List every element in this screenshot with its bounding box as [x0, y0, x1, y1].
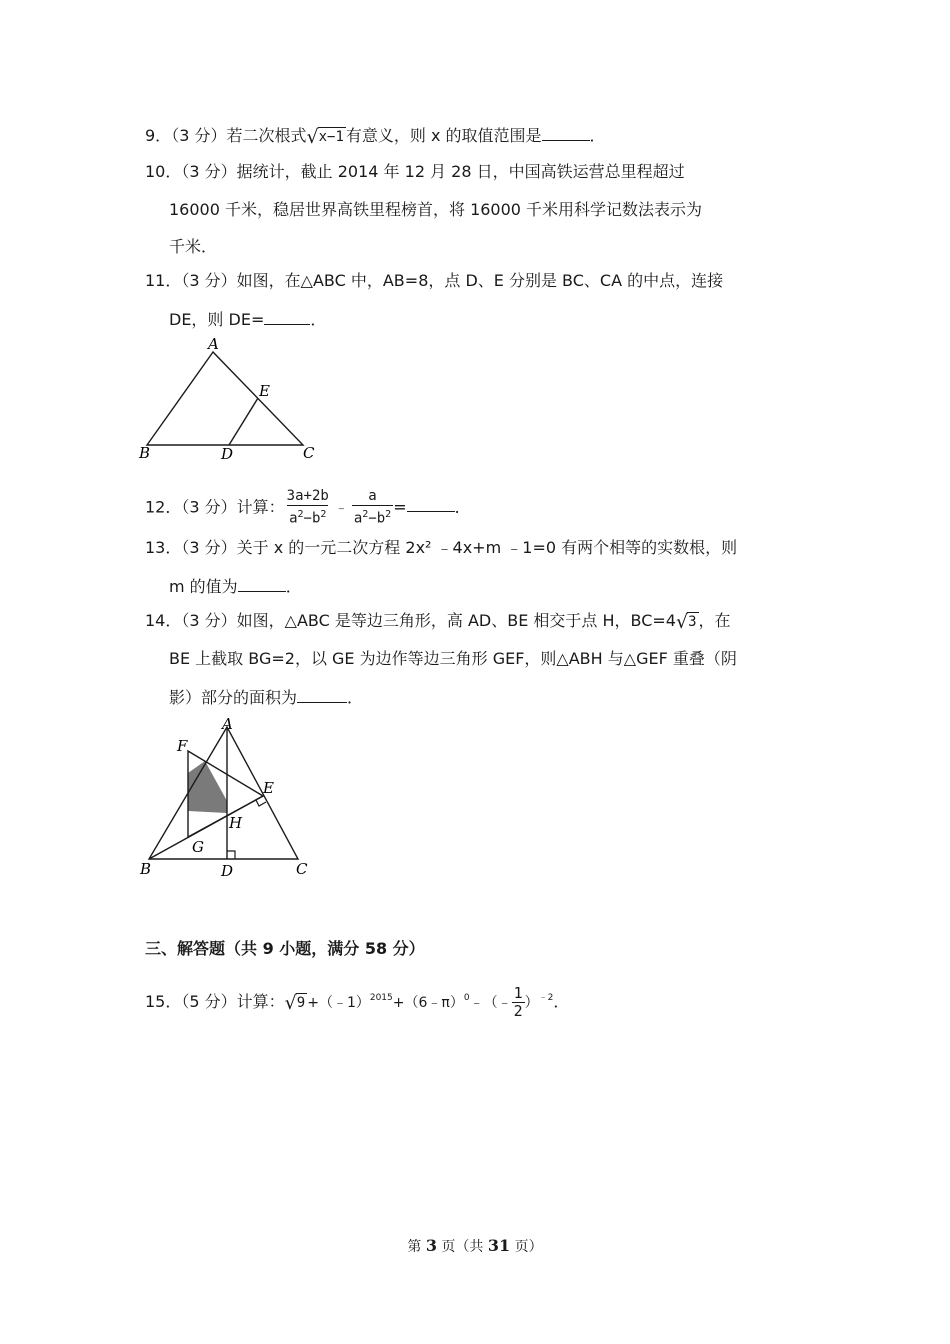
question-number: 9．	[145, 126, 172, 145]
question-number: 13．	[145, 538, 182, 557]
answer-blank	[407, 495, 455, 512]
section-heading: 三、解答题（共 9 小题，满分 58 分）	[145, 939, 425, 958]
question-score: （3 分）	[181, 271, 237, 290]
label-a: A	[222, 715, 233, 733]
answer-blank	[264, 308, 310, 325]
segment-de	[229, 398, 258, 445]
question-14-line-3: 影）部分的面积为 ．	[169, 688, 364, 707]
question-text: 计算：	[236, 497, 285, 517]
question-13	[145, 537, 737, 559]
page-footer: 第 3 页（共 31 页）	[407, 1236, 543, 1255]
label-g: G	[192, 838, 204, 856]
right-angle-mark-d	[227, 851, 235, 859]
question-14-line-2: BE 上截取 BG=2，以 GE 为边作等边三角形 GEF，则△ABH 与△GEF 重叠（阴	[169, 649, 737, 668]
question-14: 14．（3 分）如图，△ABC 是等边三角形，高 AD、BE 相交于点 H，BC=4√3 ，在	[145, 611, 731, 633]
label-f: F	[177, 737, 188, 755]
question-text: 计算：	[236, 992, 285, 1011]
answer-blank	[238, 575, 286, 592]
label-e: E	[263, 779, 274, 797]
label-h: H	[229, 814, 243, 832]
fraction-half: $\frac{1}{2}$	[513, 984, 523, 1020]
question-text: 如图，△ABC 是等边三角形，高 AD、BE 相交于点 H，BC=4	[236, 611, 676, 630]
label-a: A	[208, 336, 219, 353]
label-c: C	[296, 860, 308, 878]
question-text: 如图，在△ABC 中，AB=8，点 D、E 分别是 BC、CA 的中点，连接	[236, 271, 724, 290]
question-15: 15．（5 分）计算：√9 +（﹣1）$^{2015}$+（6﹣π）$^0$﹣（﹣ $\frac{1}{2}$ ）$^{﹣2}$．	[145, 984, 570, 1020]
label-d: D	[221, 445, 234, 463]
label-b: B	[140, 860, 152, 878]
question-number: 14．	[145, 611, 182, 630]
question-text: 有意义，则 x 的取值范围是	[345, 126, 542, 145]
label-c: C	[303, 444, 315, 462]
label-e: E	[259, 382, 270, 400]
question-10	[145, 161, 685, 183]
label-b: B	[139, 444, 151, 462]
question-11	[145, 270, 723, 292]
question-number: 12．	[145, 497, 182, 517]
question-text: 若二次根式	[226, 126, 307, 145]
question-text: 据统计，截止 2014 年 12 月 28 日，中国高铁运营总里程超过	[236, 162, 685, 181]
question-score: （3 分）	[171, 126, 227, 145]
question-number: 15．	[145, 992, 182, 1011]
question-score: （5 分）	[181, 992, 237, 1011]
question-9: 9．（3 分）若二次根式√x−1 有意义，则 x 的取值范围是 ．	[145, 126, 606, 148]
answer-blank	[542, 124, 590, 141]
question-number: 11．	[145, 271, 182, 290]
question-score: （3 分）	[181, 497, 237, 517]
triangle-abc	[149, 727, 298, 859]
question-13-line-2: m 的值为 ．	[169, 577, 302, 596]
question-score: （3 分）	[181, 162, 237, 181]
triangle-abc	[147, 352, 303, 445]
sqrt-expression: √9	[284, 992, 306, 1014]
sqrt-expression: √x−1	[306, 126, 344, 148]
right-angle-mark-e	[256, 800, 266, 806]
question-text: 关于 x 的一元二次方程 2x² ﹣4x+m ﹣1=0 有两个相等的实数根，则	[236, 538, 738, 557]
question-10-line-2: 16000 千米，稳居世界高铁里程榜首，将 16000 千米用科学记数法表示为	[169, 200, 703, 219]
question-10-line-3: 千米．	[169, 237, 218, 256]
fraction-2: $\frac{a}{a^2-b^2}$	[353, 488, 392, 527]
page-number: 3	[425, 1236, 437, 1255]
question-score: （3 分）	[181, 538, 237, 557]
label-d: D	[221, 862, 234, 880]
question-12: 12．（3 分）计算： $\frac{3a+2b}{a^2-b^2}$ ﹣ $\frac{a}{a^2-b^2}$ = ．	[145, 488, 471, 527]
figure-14-triangle	[135, 713, 335, 883]
sqrt-expression: √3	[675, 611, 697, 633]
question-number: 10．	[145, 162, 182, 181]
figure-11-triangle	[135, 336, 325, 466]
shaded-overlap-region	[188, 761, 227, 813]
page-total: 31	[487, 1236, 511, 1255]
fraction-1: $\frac{3a+2b}{a^2-b^2}$	[286, 488, 329, 527]
answer-blank	[297, 686, 347, 703]
question-11-line-2: DE，则 DE= ．	[169, 310, 327, 329]
question-score: （3 分）	[181, 611, 237, 630]
